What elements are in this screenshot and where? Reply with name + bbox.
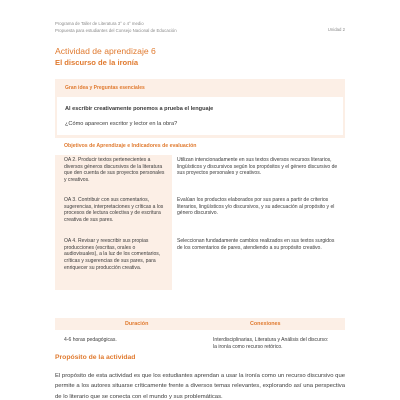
header-program-line: Programa de Taller de Literatura 3° o 4° medio xyxy=(55,21,144,26)
objective-row xyxy=(55,195,345,236)
objective-row xyxy=(55,236,345,290)
big-idea-box xyxy=(57,97,343,135)
header-proposal-line: Propuesta para estudiantes del Consejo Nacional de Educación xyxy=(55,28,177,33)
connections-value: Interdisciplinarias, Literatura y Análisis del discurso: la ironía como recurso retórico. xyxy=(213,337,329,350)
essential-question: ¿Cómo aparecen escritor y lector en la obra? xyxy=(65,121,178,127)
objective-text: OA 3. Contribuir con sus comentarios, sugerencias, interpretaciones y críticas a los procesos de lectura colectiva y de escritura creativa de sus pares. xyxy=(64,197,164,224)
big-idea-heading: Gran idea y Preguntas esenciales xyxy=(65,85,145,91)
objective-cell xyxy=(55,155,172,195)
big-idea-section xyxy=(55,79,345,138)
duration-value: 4-6 horas pedagógicas. xyxy=(64,337,117,343)
indicator-text: Seleccionan fundadamente cambios realizados en sus textos surgidos de los comentarios de pares, atendiendo a su propósito creativo. xyxy=(177,238,335,251)
purpose-title: Propósito de la actividad xyxy=(55,354,136,361)
purpose-text: El propósito de esta actividad es que los estudiantes aprendan a usar la ironía como un recurso discursivo que permite a los autores situarse críticamente frente a diversos temas relevantes, explorando así una perspectiva de lo literario que se conecta con el mundo y sus problemáticas. xyxy=(55,373,345,400)
indicator-text: Evalúan los productos elaborados por sus pares a partir de criterios literarios, lingüísticos y/o discursivos, y su adecuación al propósito y el género discursivo. xyxy=(177,197,335,217)
duration-heading: Duración xyxy=(125,321,149,327)
big-idea-statement: Al escribir creativamente ponemos a prueba el lenguaje xyxy=(65,106,214,112)
connections-heading: Conexiones xyxy=(250,321,281,327)
header-unit-label: Unidad 2 xyxy=(327,27,345,32)
objective-text: OA 4. Revisar y reescribir sus propias producciones (escritas, orales o audiovisuales), a la luz de los comentarios, críticas y sugerencias de sus pares, para enriquecer su producción creativa. xyxy=(64,238,161,271)
objective-cell xyxy=(55,195,172,236)
objectives-title: Objetivos de Aprendizaje e Indicadores de evaluación xyxy=(64,143,197,149)
document-header xyxy=(55,20,177,34)
indicator-text: Utilizan intencionadamente en sus textos diversos recursos literarios, lingüísticos y discursivos según los propósitos y el género discursivo de sus proyectos personales y creativos. xyxy=(177,157,338,177)
objective-text: OA 2. Producir textos pertenecientes a diversos géneros discursivos de la literatura que den cuenta de sus proyectos personales y creativos. xyxy=(64,157,165,184)
objective-row xyxy=(55,155,345,195)
duration-connections-header xyxy=(55,318,345,330)
activity-subtitle: El discurso de la ironía xyxy=(55,58,139,67)
activity-title: Actividad de aprendizaje 6 xyxy=(55,46,156,56)
objective-cell xyxy=(55,236,172,290)
